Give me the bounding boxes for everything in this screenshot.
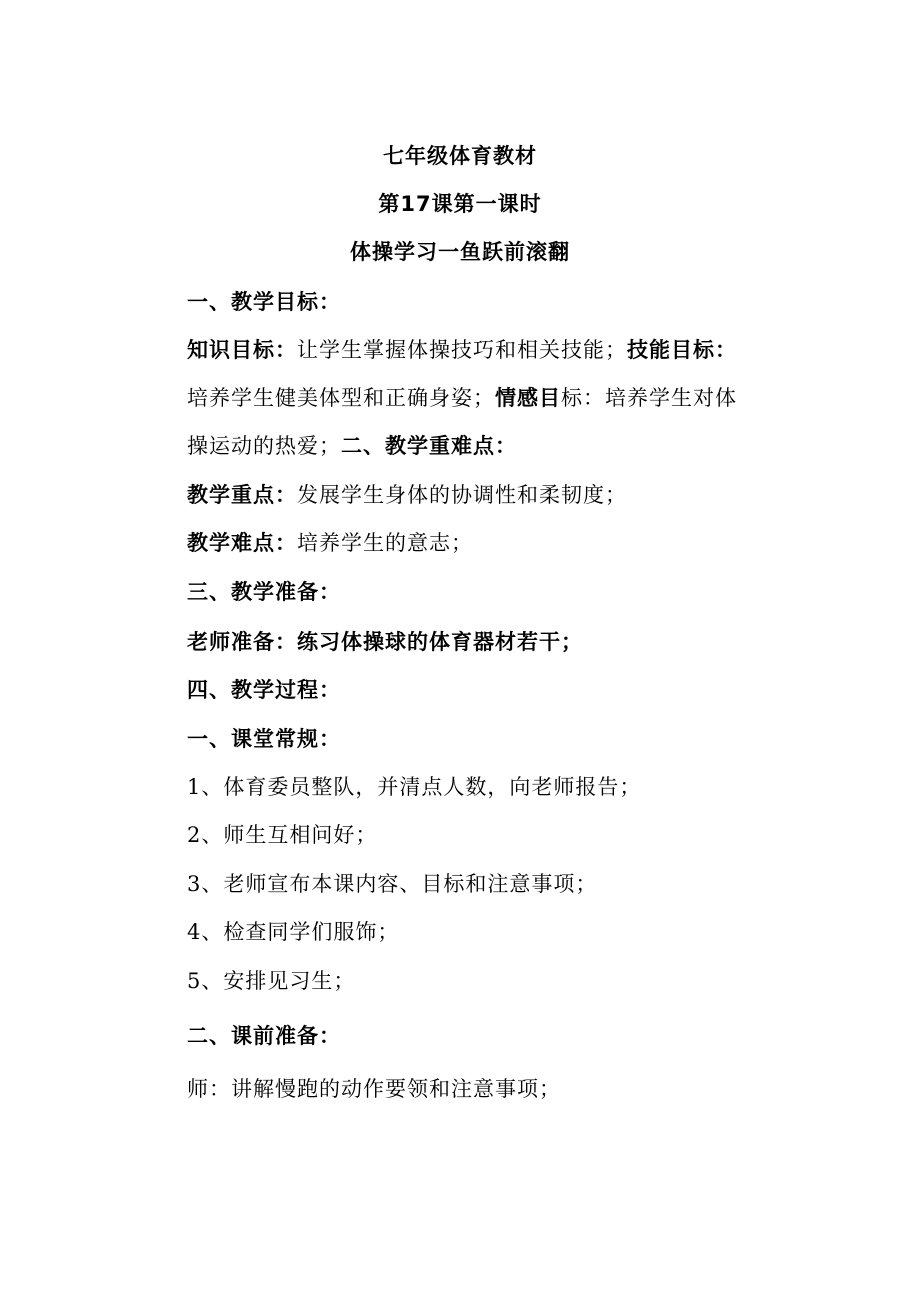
teaching-focus-text: 发展学生身体的协调性和柔韧度； [297, 483, 627, 507]
teaching-difficulty-text: 培养学生的意志； [297, 531, 473, 555]
document-title-lesson: 第17课第一课时 [378, 192, 542, 216]
document-title-topic: 体操学习一鱼跃前滚翻 [350, 240, 570, 264]
routine-item: 5、安排见习生； [187, 969, 356, 993]
document-title-grade: 七年级体育教材 [383, 144, 537, 168]
knowledge-objective-text: 让学生掌握体操技巧和相关技能； [297, 338, 627, 362]
teaching-focus-line [187, 480, 787, 510]
objectives-line-3 [187, 431, 787, 461]
routine-item: 1、体育委员整队，并清点人数，向老师报告； [187, 775, 642, 799]
routine-item: 3、老师宣布本课内容、目标和注意事项； [187, 872, 598, 896]
objectives-heading: 一、教学目标： [187, 290, 341, 314]
teaching-difficulty-line [187, 528, 787, 558]
preparation-heading: 三、教学准备： [187, 580, 341, 604]
routine-heading: 一、课堂常规： [187, 727, 341, 751]
process-heading: 四、教学过程： [187, 678, 341, 702]
emotion-objective-text-1: 标：培养学生对体 [561, 386, 737, 410]
objectives-line-2 [187, 383, 787, 413]
objectives-line-1 [187, 335, 787, 365]
warmup-heading: 二、课前准备： [187, 1024, 341, 1048]
teaching-difficulty-label: 教学难点： [187, 531, 297, 555]
knowledge-objective-label: 知识目标： [187, 338, 297, 362]
teacher-preparation: 老师准备：练习体操球的体育器材若干； [187, 630, 583, 654]
warmup-text: 师：讲解慢跑的动作要领和注意事项； [187, 1077, 561, 1101]
skill-objective-label: 技能目标： [627, 338, 737, 362]
routine-item: 4、检查同学们服饰； [187, 920, 400, 944]
emotion-objective-text-2: 操运动的热爱； [187, 434, 341, 458]
routine-item: 2、师生互相问好； [187, 823, 378, 847]
skill-objective-text: 培养学生健美体型和正确身姿； [187, 386, 495, 410]
teaching-focus-label: 教学重点： [187, 483, 297, 507]
difficulty-heading: 二、教学重难点： [341, 434, 517, 458]
emotion-objective-label: 情感目 [495, 386, 561, 410]
